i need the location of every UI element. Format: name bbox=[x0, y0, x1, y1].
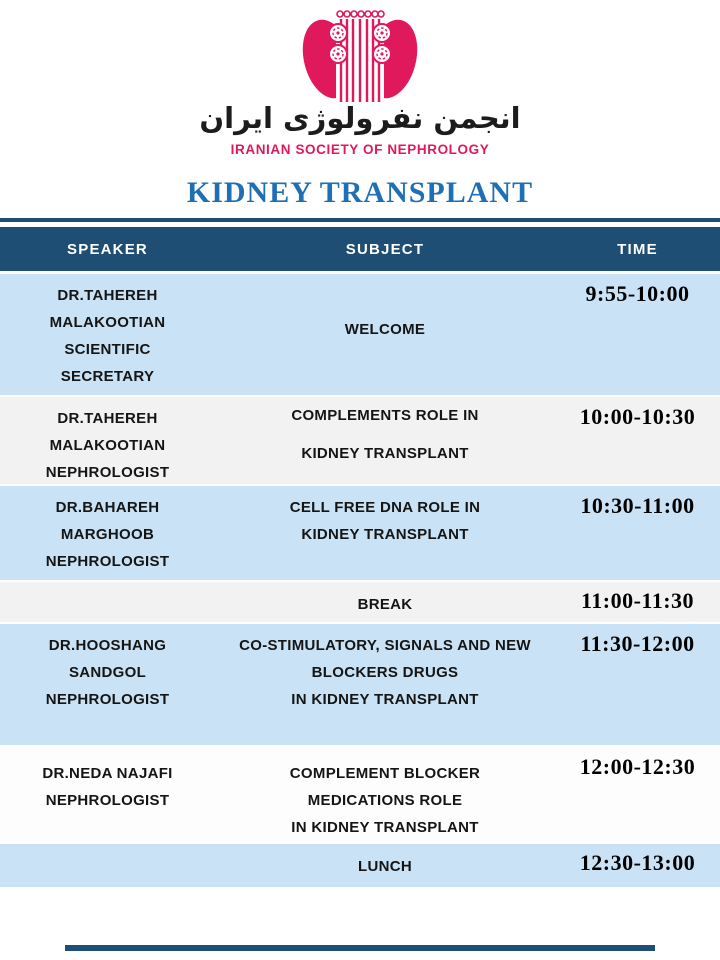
time-cell: 9:55-10:00 bbox=[585, 281, 690, 306]
speaker-cell: DR.BAHAREH MARGHOOB NEPHROLOGIST bbox=[45, 499, 170, 570]
schedule-row-welcome bbox=[0, 274, 720, 397]
subject-cell: LUNCH bbox=[358, 858, 412, 875]
speaker-cell: DR.NEDA NAJAFI NEPHROLOGIST bbox=[42, 765, 173, 809]
time-cell: 11:30-12:00 bbox=[580, 631, 695, 656]
subject-cell: WELCOME bbox=[344, 321, 426, 338]
time-cell: 10:30-11:00 bbox=[580, 493, 695, 518]
schedule-row-break bbox=[0, 582, 720, 624]
bottom-border-rule bbox=[65, 945, 655, 951]
speaker-cell bbox=[0, 582, 215, 622]
subject-cell: CELL FREE DNA ROLE IN KIDNEY TRANSPLANT bbox=[289, 499, 481, 543]
schedule-header-row bbox=[0, 227, 720, 271]
speaker-cell: DR.HOOSHANG SANDGOL NEPHROLOGIST bbox=[45, 637, 170, 708]
column-header-speaker: SPEAKER bbox=[67, 240, 148, 258]
speaker-cell: DR.TAHEREH MALAKOOTIAN NEPHROLOGIST bbox=[45, 410, 170, 481]
society-name-english: IRANIAN SOCIETY OF NEPHROLOGY bbox=[230, 142, 490, 157]
schedule-row-complements-role bbox=[0, 397, 720, 486]
brand-header bbox=[0, 0, 720, 157]
subject-cell: COMPLEMENTS ROLE IN KIDNEY TRANSPLANT bbox=[291, 407, 479, 462]
speaker-cell: DR.TAHEREH MALAKOOTIAN SCIENTIFIC SECRETARY bbox=[49, 287, 166, 385]
subject-cell: CO-STIMULATORY, SIGNALS AND NEW BLOCKERS DRUGS IN KIDNEY TRANSPLANT bbox=[239, 637, 531, 708]
column-header-subject: SUBJECT bbox=[345, 240, 425, 258]
time-cell: 10:00-10:30 bbox=[579, 404, 696, 429]
schedule-row-lunch bbox=[0, 844, 720, 889]
subject-cell: COMPLEMENT BLOCKER MEDICATIONS ROLE IN KIDNEY TRANSPLANT bbox=[289, 765, 481, 836]
time-cell: 11:00-11:30 bbox=[580, 588, 695, 613]
kidney-column-logo-icon bbox=[301, 6, 419, 102]
page-title: KIDNEY TRANSPLANT bbox=[186, 176, 534, 209]
schedule-row-complement-blocker bbox=[0, 747, 720, 844]
schedule-row-cell-free-dna bbox=[0, 486, 720, 582]
title-divider-rule bbox=[0, 218, 720, 222]
time-cell: 12:30-13:00 bbox=[579, 850, 696, 875]
society-name-persian: انجمن نفرولوژی ایران bbox=[199, 101, 521, 135]
column-header-time: TIME bbox=[617, 240, 658, 258]
time-cell: 12:00-12:30 bbox=[579, 754, 696, 779]
schedule-row-co-stimulatory bbox=[0, 624, 720, 747]
schedule-body bbox=[0, 274, 720, 889]
speaker-cell bbox=[0, 844, 215, 887]
subject-cell: BREAK bbox=[357, 596, 413, 613]
